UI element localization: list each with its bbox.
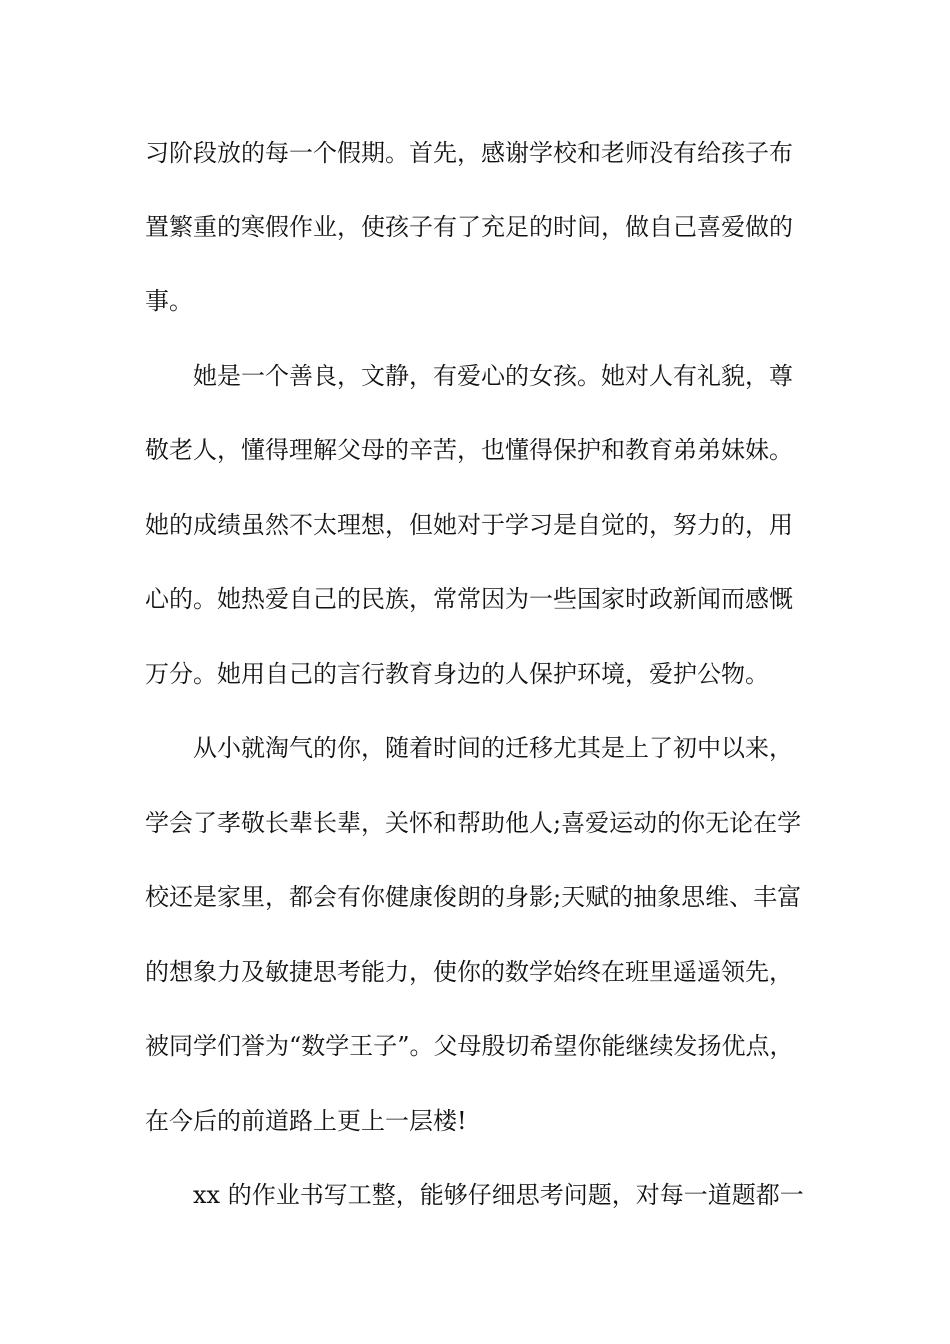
text-line: 在今后的前道路上更上一层楼! xyxy=(145,1107,467,1135)
text-line: 事。 xyxy=(145,287,193,315)
text-line: 学会了孝敬长辈长辈，关怀和帮助他人;喜爱运动的你无论在学 xyxy=(145,809,802,837)
text-line: 被同学们誉为“数学王子”。父母殷切希望你能继续发扬优点， xyxy=(145,1032,794,1060)
text-line: 习阶段放的每一个假期。首先，感谢学校和老师没有给孩子布 xyxy=(145,139,793,167)
text-line: 她的成绩虽然不太理想，但她对于学习是自觉的，努力的，用 xyxy=(145,511,793,539)
paragraph-start-line: xx 的作业书写工整，能够仔细思考问题，对每一道题都一 xyxy=(193,1181,804,1209)
text-line: 置繁重的寒假作业，使孩子有了充足的时间，做自己喜爱做的 xyxy=(145,213,793,241)
text-line: 心的。她热爱自己的民族，常常因为一些国家时政新闻而感慨 xyxy=(145,585,793,613)
paragraph-start-line: 从小就淘气的你，随着时间的迁移尤其是上了初中以来， xyxy=(193,734,793,762)
text-line: 万分。她用自己的言行教育身边的人保护环境，爱护公物。 xyxy=(145,660,769,688)
paragraph-start-line: 她是一个善良，文静，有爱心的女孩。她对人有礼貌，尊 xyxy=(193,362,793,390)
text-line: 的想象力及敏捷思考能力，使你的数学始终在班里遥遥领先， xyxy=(145,958,793,986)
text-line: 校还是家里，都会有你健康俊朗的身影;天赋的抽象思维、丰富 xyxy=(145,883,802,911)
text-line: 敬老人，懂得理解父母的辛苦，也懂得保护和教育弟弟妹妹。 xyxy=(145,436,793,464)
